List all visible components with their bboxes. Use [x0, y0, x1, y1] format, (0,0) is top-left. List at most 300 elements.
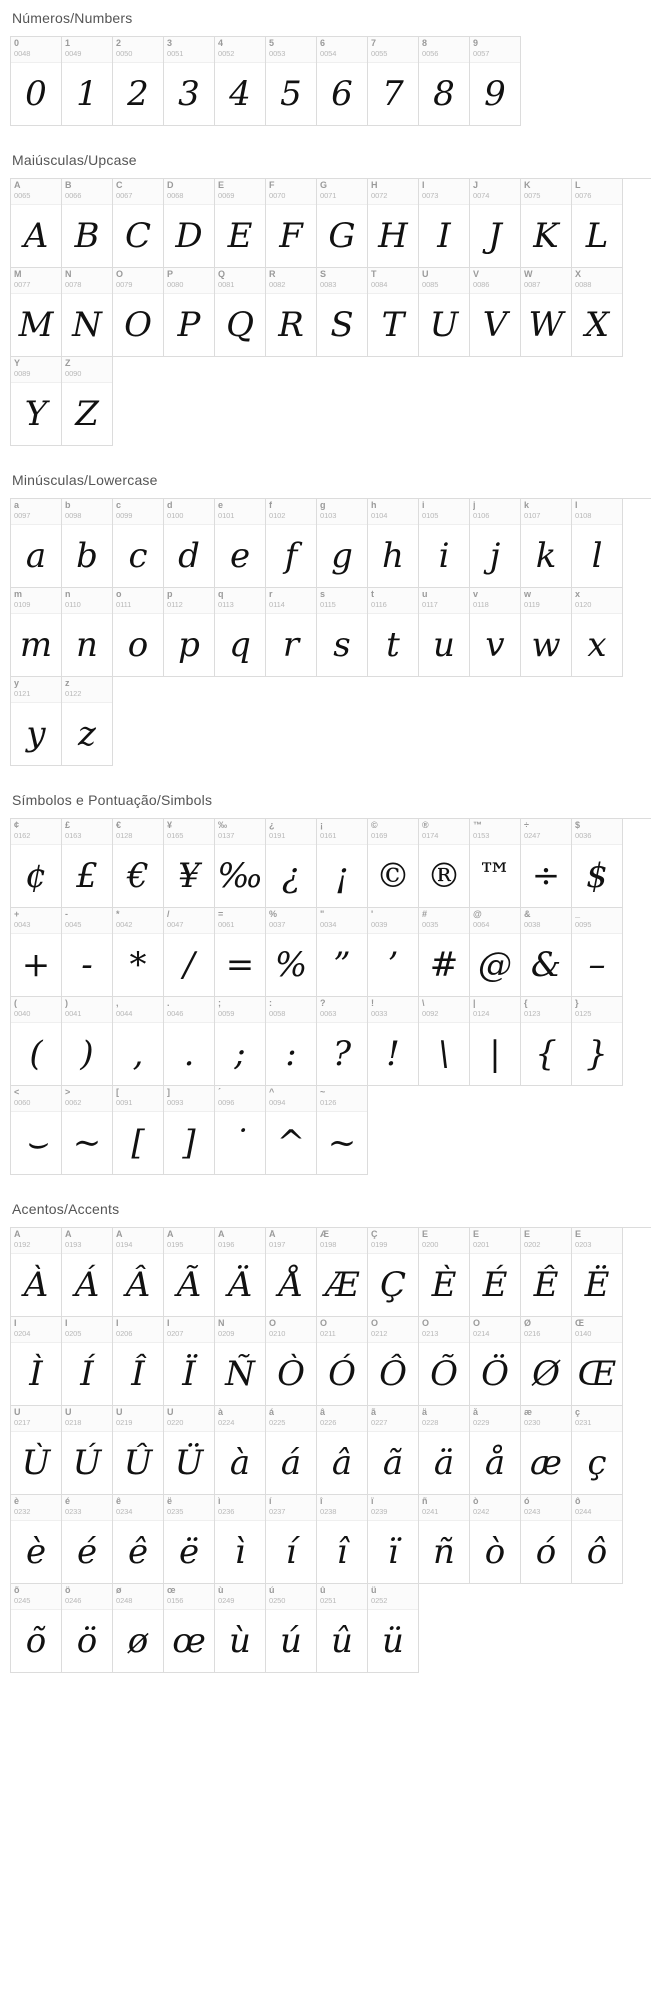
glyph-code-label: 0218: [65, 1418, 82, 1427]
glyph-cell[interactable]: [164, 588, 215, 677]
glyph-cell[interactable]: [368, 1406, 419, 1495]
glyph-cell[interactable]: [266, 1317, 317, 1406]
glyph-cell[interactable]: [266, 1406, 317, 1495]
glyph-cell[interactable]: [11, 1317, 62, 1406]
glyph-cell[interactable]: [11, 37, 62, 126]
glyph-cell[interactable]: [164, 1228, 215, 1317]
glyph-meta: [470, 997, 520, 1023]
glyph-cell[interactable]: [62, 588, 113, 677]
glyph-cell[interactable]: [62, 819, 113, 908]
glyph-cell[interactable]: [521, 179, 572, 268]
glyph-char-label: <: [14, 1088, 20, 1097]
glyph-cell[interactable]: [11, 588, 62, 677]
glyph-cell[interactable]: [113, 1495, 164, 1584]
glyph-meta: [164, 908, 214, 934]
glyph-meta: [419, 37, 469, 63]
glyph-meta: [572, 1317, 622, 1343]
glyph-cell[interactable]: [317, 588, 368, 677]
glyph-cell[interactable]: [368, 819, 419, 908]
glyph-cell[interactable]: [113, 179, 164, 268]
glyph-preview: Ù: [21, 1443, 51, 1483]
glyph-cell[interactable]: [215, 819, 266, 908]
glyph-cell[interactable]: [470, 179, 521, 268]
glyph-meta: [368, 179, 418, 205]
glyph-cell[interactable]: [164, 997, 215, 1086]
glyph-code-label: 0232: [14, 1507, 31, 1516]
glyph-code-label: 0033: [371, 1009, 388, 1018]
glyph-cell[interactable]: [521, 588, 572, 677]
glyph-cell[interactable]: [572, 179, 623, 268]
glyph-preview: ä: [433, 1443, 455, 1483]
glyph-code-label: 0251: [320, 1596, 337, 1605]
glyph-preview: â: [331, 1443, 353, 1483]
glyph-code-label: 0122: [65, 689, 82, 698]
glyph-cell[interactable]: [572, 997, 623, 1086]
glyph-cell[interactable]: [62, 268, 113, 357]
glyph-cell[interactable]: [470, 1228, 521, 1317]
glyph-code-label: 0072: [371, 191, 388, 200]
glyph-code-label: 0236: [218, 1507, 235, 1516]
glyph-meta: [317, 1317, 367, 1343]
glyph-cell[interactable]: [215, 1228, 266, 1317]
glyph-char-label: ;: [218, 999, 221, 1008]
glyph-cell[interactable]: [419, 499, 470, 588]
glyph-code-label: 0036: [575, 831, 592, 840]
glyph-preview: F: [279, 216, 303, 256]
glyph-code-label: 0052: [218, 49, 235, 58]
glyph-preview: J: [488, 216, 502, 256]
glyph-cell[interactable]: [266, 1086, 317, 1175]
glyph-cell[interactable]: [470, 997, 521, 1086]
glyph-preview: 4: [229, 74, 251, 114]
glyph-preview: 7: [382, 74, 404, 114]
glyph-char-label: I: [422, 181, 425, 190]
glyph-cell[interactable]: [164, 819, 215, 908]
glyph-cell[interactable]: [572, 1406, 623, 1495]
glyph-cell[interactable]: [266, 908, 317, 997]
glyph-cell[interactable]: [164, 1317, 215, 1406]
glyph-code-label: 0114: [269, 600, 285, 609]
glyph-preview: j: [489, 536, 501, 576]
glyph-code-label: 0110: [65, 600, 81, 609]
glyph-cell[interactable]: [113, 37, 164, 126]
glyph-cell[interactable]: [164, 1406, 215, 1495]
glyph-cell[interactable]: [11, 357, 62, 446]
glyph-cell[interactable]: [11, 1086, 62, 1175]
glyph-cell[interactable]: [317, 179, 368, 268]
glyph-meta: [419, 1317, 469, 1343]
glyph-cell[interactable]: [11, 677, 62, 766]
glyph-preview: t: [386, 625, 400, 665]
glyph-meta: [572, 588, 622, 614]
glyph-char-label: û: [320, 1586, 326, 1595]
glyph-code-label: 0064: [473, 920, 490, 929]
glyph-preview: e: [229, 536, 251, 576]
glyph-cell[interactable]: [164, 499, 215, 588]
glyph-code-label: 0195: [167, 1240, 184, 1249]
glyph-preview: œ: [172, 1621, 206, 1661]
glyph-meta: [470, 268, 520, 294]
glyph-grid: [10, 818, 651, 1175]
glyph-meta: [11, 1228, 61, 1254]
glyph-meta: [521, 1495, 571, 1521]
glyph-cell[interactable]: [419, 37, 470, 126]
glyph-meta: [215, 1317, 265, 1343]
glyph-char-label: o: [116, 590, 122, 599]
glyph-char-label: w: [524, 590, 532, 599]
glyph-cell[interactable]: [419, 1495, 470, 1584]
glyph-char-label: N: [65, 270, 72, 279]
glyph-cell[interactable]: [368, 1584, 419, 1673]
glyph-cell[interactable]: [62, 1228, 113, 1317]
glyph-cell[interactable]: [572, 1228, 623, 1317]
glyph-cell[interactable]: [215, 588, 266, 677]
glyph-cell[interactable]: [164, 1495, 215, 1584]
glyph-cell[interactable]: [62, 37, 113, 126]
glyph-cell[interactable]: [470, 908, 521, 997]
glyph-code-label: 0230: [524, 1418, 541, 1427]
glyph-cell[interactable]: [62, 908, 113, 997]
glyph-char-label: t: [371, 590, 374, 599]
glyph-cell[interactable]: [164, 1086, 215, 1175]
glyph-cell[interactable]: [521, 499, 572, 588]
glyph-preview: ë: [178, 1532, 200, 1572]
glyph-cell[interactable]: [368, 179, 419, 268]
glyph-code-label: 0073: [422, 191, 439, 200]
glyph-preview: /: [183, 945, 195, 985]
glyph-cell[interactable]: [419, 1317, 470, 1406]
glyph-cell[interactable]: [470, 588, 521, 677]
glyph-cell[interactable]: [62, 677, 113, 766]
glyph-cell[interactable]: [317, 499, 368, 588]
glyph-meta: [266, 499, 316, 525]
glyph-char-label: Ò: [269, 1319, 277, 1328]
glyph-cell[interactable]: [317, 268, 368, 357]
glyph-cell[interactable]: [317, 1228, 368, 1317]
glyph-cell[interactable]: [113, 997, 164, 1086]
glyph-cell[interactable]: [470, 819, 521, 908]
glyph-cell[interactable]: [164, 37, 215, 126]
glyph-code-label: 0055: [371, 49, 388, 58]
glyph-cell[interactable]: [317, 1495, 368, 1584]
glyph-cell[interactable]: [11, 1584, 62, 1673]
glyph-char-label: d: [167, 501, 173, 510]
glyph-cell[interactable]: [572, 588, 623, 677]
glyph-cell[interactable]: [521, 1228, 572, 1317]
glyph-char-label: e: [218, 501, 224, 510]
glyph-cell[interactable]: [317, 1406, 368, 1495]
glyph-code-label: 0063: [320, 1009, 337, 1018]
glyph-cell[interactable]: [368, 1495, 419, 1584]
section-title: Símbolos e Pontuação/Simbols: [12, 792, 213, 808]
glyph-meta: [164, 1495, 214, 1521]
glyph-meta: [164, 997, 214, 1023]
glyph-char-label: Ú: [65, 1408, 72, 1417]
glyph-cell[interactable]: [62, 1406, 113, 1495]
glyph-cell[interactable]: [419, 588, 470, 677]
glyph-cell[interactable]: [215, 179, 266, 268]
glyph-code-label: 0194: [116, 1240, 133, 1249]
glyph-cell[interactable]: [215, 1495, 266, 1584]
glyph-cell[interactable]: [11, 819, 62, 908]
glyph-cell[interactable]: [521, 1317, 572, 1406]
glyph-char-label: É: [473, 1230, 480, 1239]
glyph-meta: [266, 1406, 316, 1432]
glyph-grid: [10, 178, 651, 446]
glyph-cell[interactable]: [266, 1495, 317, 1584]
glyph-cell[interactable]: [266, 37, 317, 126]
glyph-cell[interactable]: [470, 1495, 521, 1584]
glyph-char-label: _: [575, 910, 581, 919]
glyph-cell[interactable]: [164, 179, 215, 268]
glyph-cell[interactable]: [470, 1406, 521, 1495]
glyph-meta: [164, 499, 214, 525]
glyph-meta: [419, 179, 469, 205]
glyph-cell[interactable]: [113, 268, 164, 357]
glyph-cell[interactable]: [368, 908, 419, 997]
glyph-cell[interactable]: [521, 997, 572, 1086]
glyph-cell[interactable]: [11, 997, 62, 1086]
glyph-char-label: á: [269, 1408, 275, 1417]
glyph-cell[interactable]: [11, 1228, 62, 1317]
glyph-char-label: m: [14, 590, 23, 599]
glyph-meta: [368, 1317, 418, 1343]
glyph-meta: [572, 499, 622, 525]
glyph-cell[interactable]: [215, 37, 266, 126]
glyph-cell[interactable]: [266, 179, 317, 268]
glyph-char-label: ü: [371, 1586, 377, 1595]
glyph-cell[interactable]: [266, 1228, 317, 1317]
glyph-cell[interactable]: [215, 1406, 266, 1495]
glyph-code-label: 0239: [371, 1507, 388, 1516]
glyph-cell[interactable]: [521, 1495, 572, 1584]
glyph-cell[interactable]: [62, 997, 113, 1086]
glyph-cell[interactable]: [11, 908, 62, 997]
glyph-cell[interactable]: [164, 908, 215, 997]
glyph-cell[interactable]: [62, 1086, 113, 1175]
glyph-cell[interactable]: [215, 908, 266, 997]
glyph-code-label: 0084: [371, 280, 388, 289]
glyph-cell[interactable]: [572, 908, 623, 997]
glyph-char-label: ´: [218, 1088, 221, 1097]
glyph-cell[interactable]: [62, 1317, 113, 1406]
glyph-cell[interactable]: [113, 1406, 164, 1495]
glyph-code-label: 0118: [473, 600, 489, 609]
glyph-cell[interactable]: [113, 499, 164, 588]
glyph-meta: [317, 1406, 367, 1432]
glyph-cell[interactable]: [266, 819, 317, 908]
glyph-code-label: 0097: [14, 511, 31, 520]
glyph-cell[interactable]: [62, 357, 113, 446]
glyph-code-label: 0220: [167, 1418, 184, 1427]
glyph-cell[interactable]: [11, 179, 62, 268]
glyph-code-label: 0050: [116, 49, 133, 58]
glyph-cell[interactable]: [266, 588, 317, 677]
glyph-code-label: 0070: [269, 191, 286, 200]
glyph-meta: [368, 1584, 418, 1610]
glyph-cell[interactable]: [113, 1228, 164, 1317]
glyph-preview: ?: [332, 1034, 352, 1074]
glyph-cell[interactable]: [368, 1228, 419, 1317]
glyph-cell[interactable]: [470, 1317, 521, 1406]
glyph-preview: 8: [433, 74, 455, 114]
glyph-cell[interactable]: [368, 1317, 419, 1406]
glyph-cell[interactable]: [215, 1086, 266, 1175]
glyph-char-label: ô: [575, 1497, 581, 1506]
glyph-cell[interactable]: [419, 1228, 470, 1317]
glyph-cell[interactable]: [419, 819, 470, 908]
glyph-char-label: q: [218, 590, 224, 599]
glyph-cell[interactable]: [113, 908, 164, 997]
glyph-cell[interactable]: [572, 819, 623, 908]
glyph-cell[interactable]: [572, 1317, 623, 1406]
glyph-cell[interactable]: [521, 268, 572, 357]
glyph-preview: é: [76, 1532, 98, 1572]
glyph-preview: õ: [25, 1621, 47, 1661]
glyph-cell[interactable]: [215, 1317, 266, 1406]
glyph-char-label: O: [116, 270, 124, 279]
glyph-char-label: 3: [167, 39, 173, 48]
glyph-char-label: €: [116, 821, 122, 830]
glyph-cell[interactable]: [368, 588, 419, 677]
glyph-code-label: 0048: [14, 49, 31, 58]
glyph-preview: (: [29, 1034, 43, 1074]
glyph-code-label: 0074: [473, 191, 490, 200]
glyph-cell[interactable]: [11, 499, 62, 588]
glyph-preview: ú: [280, 1621, 302, 1661]
glyph-meta: [266, 1086, 316, 1112]
glyph-cell[interactable]: [521, 1406, 572, 1495]
glyph-cell[interactable]: [215, 997, 266, 1086]
glyph-char-label: ö: [65, 1586, 71, 1595]
glyph-code-label: 0089: [14, 369, 31, 378]
glyph-preview: ÷: [531, 856, 561, 896]
glyph-preview: û: [331, 1621, 353, 1661]
glyph-cell[interactable]: [419, 908, 470, 997]
glyph-code-label: 0249: [218, 1596, 235, 1605]
glyph-cell[interactable]: [11, 1406, 62, 1495]
glyph-cell[interactable]: [521, 908, 572, 997]
glyph-meta: [419, 908, 469, 934]
section-title: Números/Numbers: [12, 10, 133, 26]
glyph-meta: [62, 997, 112, 1023]
glyph-char-label: ): [65, 999, 68, 1008]
glyph-cell[interactable]: [368, 37, 419, 126]
glyph-char-label: !: [371, 999, 374, 1008]
glyph-cell[interactable]: [266, 268, 317, 357]
glyph-cell[interactable]: [62, 1495, 113, 1584]
glyph-code-label: 0226: [320, 1418, 337, 1427]
glyph-cell[interactable]: [215, 268, 266, 357]
glyph-cell[interactable]: [215, 499, 266, 588]
glyph-code-label: 0198: [320, 1240, 337, 1249]
glyph-meta: [521, 268, 571, 294]
glyph-cell[interactable]: [113, 588, 164, 677]
glyph-preview: Œ: [577, 1354, 617, 1394]
glyph-cell[interactable]: [317, 1086, 368, 1175]
glyph-cell[interactable]: [62, 1584, 113, 1673]
glyph-preview: u: [433, 625, 455, 665]
glyph-preview: H: [378, 216, 408, 256]
glyph-code-label: 0087: [524, 280, 541, 289]
glyph-cell[interactable]: [572, 1495, 623, 1584]
glyph-cell[interactable]: [521, 819, 572, 908]
glyph-meta: [113, 499, 163, 525]
glyph-cell[interactable]: [368, 268, 419, 357]
glyph-cell[interactable]: [317, 908, 368, 997]
glyph-cell[interactable]: [419, 179, 470, 268]
glyph-cell[interactable]: [368, 499, 419, 588]
glyph-cell[interactable]: [164, 268, 215, 357]
glyph-meta: [11, 677, 61, 703]
glyph-preview: g: [331, 536, 353, 576]
glyph-cell[interactable]: [266, 997, 317, 1086]
glyph-cell[interactable]: [113, 1317, 164, 1406]
glyph-char-label: 4: [218, 39, 224, 48]
glyph-cell[interactable]: [317, 819, 368, 908]
glyph-char-label: \: [422, 999, 425, 1008]
glyph-meta: [419, 499, 469, 525]
glyph-cell[interactable]: [317, 37, 368, 126]
glyph-cell[interactable]: [113, 1584, 164, 1673]
glyph-cell[interactable]: [62, 179, 113, 268]
glyph-preview: ò: [484, 1532, 506, 1572]
glyph-cell[interactable]: [419, 997, 470, 1086]
glyph-cell[interactable]: [317, 1317, 368, 1406]
glyph-char-label: ¥: [167, 821, 173, 830]
glyph-meta: [470, 1495, 520, 1521]
glyph-cell[interactable]: [470, 499, 521, 588]
glyph-code-label: 0082: [269, 280, 286, 289]
glyph-cell[interactable]: [11, 1495, 62, 1584]
glyph-meta: [113, 908, 163, 934]
glyph-code-label: 0196: [218, 1240, 235, 1249]
glyph-cell[interactable]: [572, 499, 623, 588]
glyph-cell[interactable]: [419, 1406, 470, 1495]
glyph-cell[interactable]: [368, 997, 419, 1086]
glyph-meta: [572, 1228, 622, 1254]
glyph-cell[interactable]: [215, 1584, 266, 1673]
glyph-meta: [317, 179, 367, 205]
glyph-code-label: 0193: [65, 1240, 82, 1249]
glyph-preview: Õ: [430, 1354, 458, 1394]
glyph-cell[interactable]: [572, 268, 623, 357]
glyph-preview: 5: [280, 74, 302, 114]
glyph-cell[interactable]: [470, 268, 521, 357]
glyph-meta: [11, 179, 61, 205]
glyph-cell[interactable]: [470, 37, 521, 126]
section-title: Maiúsculas/Upcase: [12, 152, 137, 168]
glyph-cell[interactable]: [419, 268, 470, 357]
glyph-meta: [317, 268, 367, 294]
glyph-preview: Ü: [174, 1443, 204, 1483]
glyph-cell[interactable]: [317, 1584, 368, 1673]
glyph-code-label: 0091: [116, 1098, 133, 1107]
glyph-code-label: 0121: [14, 689, 31, 698]
glyph-meta: [215, 819, 265, 845]
glyph-cell[interactable]: [113, 1086, 164, 1175]
glyph-cell[interactable]: [164, 1584, 215, 1673]
glyph-code-label: 0099: [116, 511, 133, 520]
glyph-cell[interactable]: [266, 499, 317, 588]
glyph-char-label: 9: [473, 39, 479, 48]
glyph-cell[interactable]: [113, 819, 164, 908]
glyph-meta: [11, 997, 61, 1023]
glyph-cell[interactable]: [62, 499, 113, 588]
glyph-cell[interactable]: [317, 997, 368, 1086]
glyph-cell[interactable]: [11, 268, 62, 357]
glyph-cell[interactable]: [266, 1584, 317, 1673]
